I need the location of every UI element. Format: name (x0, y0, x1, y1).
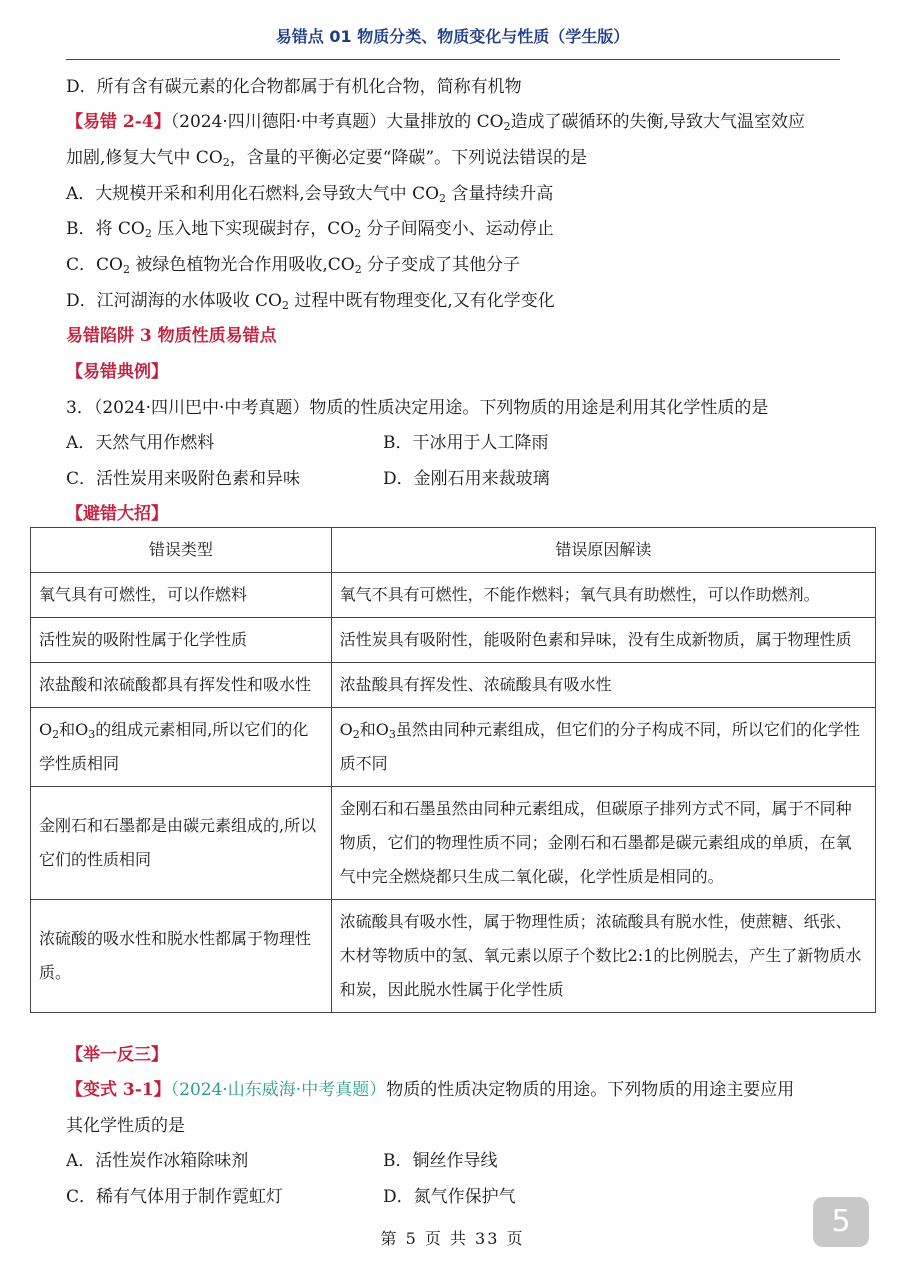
page-header-title: 易错点 01 物质分类、物质变化与性质（学生版） (275, 27, 630, 46)
question-2-4-line1: 【易错 2-4】（2024·四川德阳·中考真题）大量排放的 $CO_2$造成了碳循环的失衡,导致大气温室效应 (66, 112, 805, 133)
table-cell: 浓盐酸和浓硫酸都具有挥发性和吸水性 (31, 663, 332, 708)
table-cell: 浓硫酸的吸水性和脱水性都属于物理性质。 (31, 900, 332, 1013)
variant-option-c: C．稀有气体用于制作霓虹灯 (66, 1187, 284, 1207)
variant-option-a: A．活性炭作冰箱除味剂 (66, 1151, 249, 1171)
tips-heading: 【避错大招】 (66, 504, 168, 524)
variant-3-1-line1: 【变式 3-1】（2024·山东威海·中考真题）物质的性质决定物质的用途。下列物质的用途主要应用 (66, 1080, 795, 1100)
column-header-error-reason: 错误原因解读 (331, 528, 875, 573)
variant-option-d: D．氮气作保护气 (383, 1187, 516, 1207)
table-cell: $O_2$和$O_3$的组成元素相同,所以它们的化学性质相同 (31, 708, 332, 787)
table-row (31, 708, 876, 787)
variant-tag: 【变式 3-1】 (66, 1080, 171, 1100)
page-number-footer: 第 5 页 共 33 页 (380, 1229, 525, 1248)
error-analysis-table (30, 527, 876, 1013)
variant-source: （2024·山东威海·中考真题） (170, 1080, 387, 1100)
table-row (31, 618, 876, 663)
question-source: （2024·四川德阳·中考真题）大量排放的 CO (170, 112, 504, 132)
table-cell: 金刚石和石墨都是由碳元素组成的,所以它们的性质相同 (31, 787, 332, 900)
question-2-4-line2: 加剧,修复大气中 $CO_2$，含量的平衡必定要“降碳”。下列说法错误的是 (66, 148, 588, 169)
option-a: A．大规模开采和利用化石燃料,会导致大气中 $CO_2$ 含量持续升高 (66, 184, 554, 205)
option-b: B．将 $CO_2$ 压入地下实现碳封存，$CO_2$ 分子间隔变小、运动停止 (66, 219, 554, 240)
table-cell: 氧气不具有可燃性，不能作燃料；氧气具有助燃性，可以作助燃剂。 (331, 573, 875, 618)
question-tag: 【易错 2-4】 (66, 112, 171, 132)
option-d: D．江河湖海的水体吸收 $CO_2$ 过程中既有物理变化,又有化学变化 (66, 291, 555, 312)
page-badge: 5 (813, 1197, 869, 1247)
table-cell: 活性炭的吸附性属于化学性质 (31, 618, 332, 663)
table-cell: 浓硫酸具有吸水性，属于物理性质；浓硫酸具有脱水性，使蔗糖、纸张、木材等物质中的氢、氧元素以原子个数比2:1的比例脱去，产生了新物质水和炭，因此脱水性属于化学性质 (331, 900, 875, 1013)
question-3-option-b: B．干冰用于人工降雨 (383, 433, 549, 453)
table-cell: $O_2$和$O_3$虽然由同种元素组成，但它们的分子构成不同，所以它们的化学性质不同 (331, 708, 875, 787)
variant-option-b: B．铜丝作导线 (383, 1151, 498, 1171)
header-divider (66, 59, 840, 60)
question-3-option-d: D．金刚石用来裁玻璃 (383, 469, 550, 489)
table-cell: 活性炭具有吸附性，能吸附色素和异味，没有生成新物质，属于物理性质 (331, 618, 875, 663)
table-row (31, 787, 876, 900)
table-row (31, 900, 876, 1013)
variant-3-1-line2: 其化学性质的是 (66, 1116, 185, 1136)
question-3-option-c: C．活性炭用来吸附色素和异味 (66, 469, 301, 489)
option-c: C．$CO_2$ 被绿色植物光合作用吸收$,CO_2$ 分子变成了其他分子 (66, 255, 521, 276)
table-cell: 氧气具有可燃性，可以作燃料 (31, 573, 332, 618)
option-d-line: D．所有含有碳元素的化合物都属于有机化合物，简称有机物 (66, 77, 522, 97)
table-cell: 浓盐酸具有挥发性、浓硫酸具有吸水性 (331, 663, 875, 708)
table-cell: 金刚石和石墨虽然由同种元素组成，但碳原子排列方式不同，属于不同种物质，它们的物理性质不同；金刚石和石墨都是碳元素组成的单质，在氧气中完全燃烧都只生成二氧化碳，化学性质是相同的。 (331, 787, 875, 900)
column-header-error-type: 错误类型 (31, 528, 332, 573)
typical-example-heading: 【易错典例】 (66, 362, 168, 382)
section-trap-3-heading: 易错陷阱 3 物质性质易错点 (66, 326, 277, 346)
table-row (31, 663, 876, 708)
question-3-option-a: A．天然气用作燃料 (66, 433, 215, 453)
table-row (31, 573, 876, 618)
question-3: 3．（2024·四川巴中·中考真题）物质的性质决定用途。下列物质的用途是利用其化学性质的是 (66, 398, 769, 418)
table-header-row (31, 528, 876, 573)
practice-heading: 【举一反三】 (66, 1045, 168, 1065)
